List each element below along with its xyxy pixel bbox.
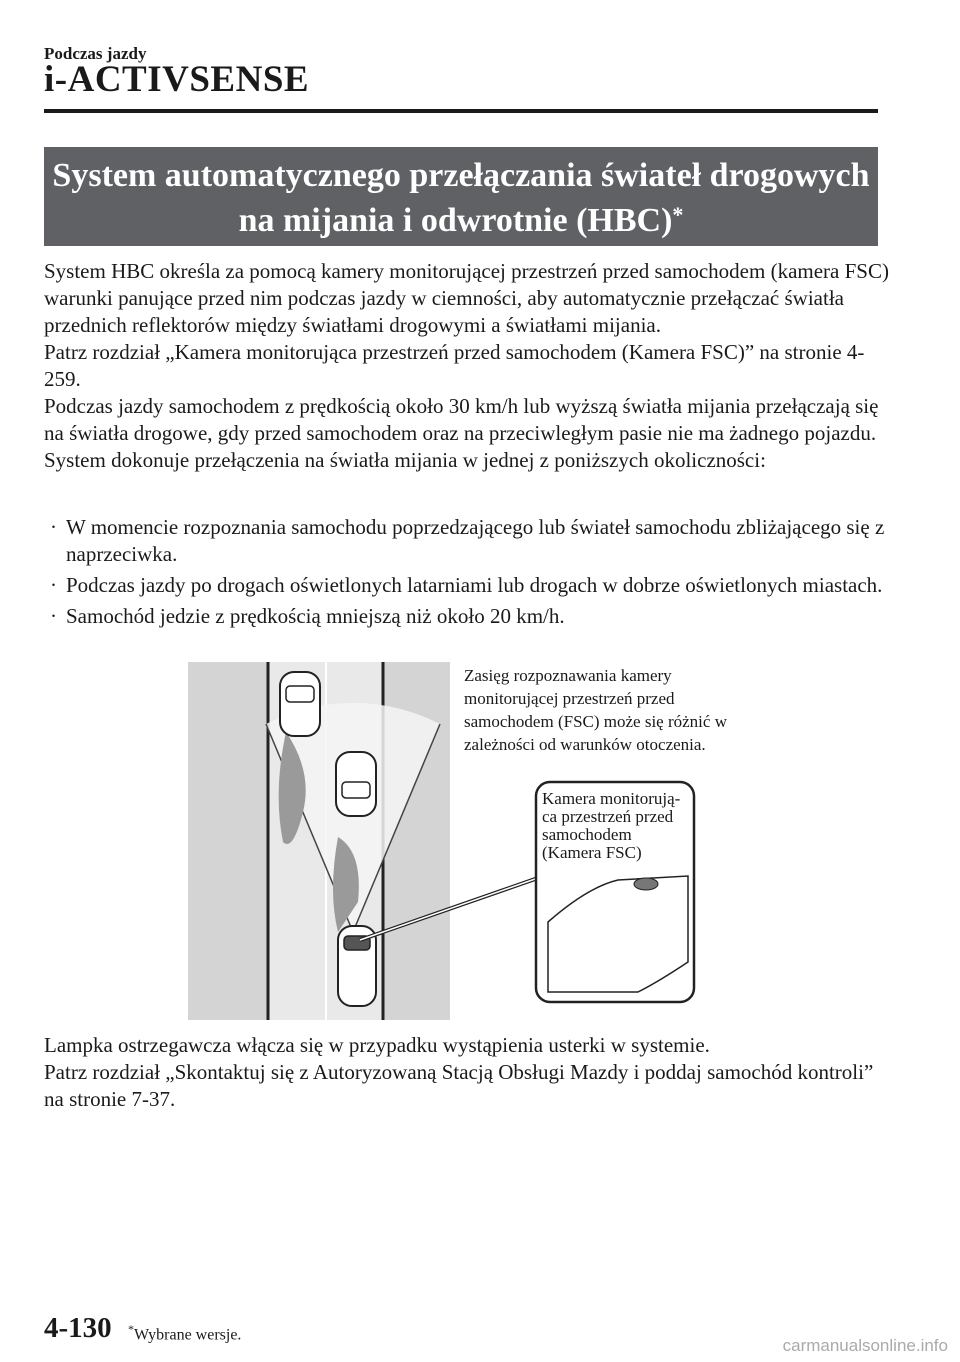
- intro-text: [44, 258, 894, 474]
- fsc-camera-icon: [634, 878, 658, 890]
- section-banner: [44, 147, 878, 246]
- banner-line-2: na mijania i odwrotnie (HBC)*: [238, 202, 684, 239]
- list-item: · Podczas jazdy po drogach oświetlonych latarniami lub drogach w dobrze oświetlonych miastach.: [50, 573, 883, 597]
- bullet-icon: ·: [50, 604, 57, 628]
- list-item: · Samochód jedzie z prędkością mniejszą niż około 20 km/h.: [50, 604, 565, 628]
- list-item: · W momencie rozpoznania samochodu poprzedzającego lub świateł samochodu zbliżającego się z naprzeciwka.: [50, 515, 885, 566]
- oncoming-car-icon: [280, 672, 320, 736]
- chapter-title: i-ACTIVSENSE: [44, 59, 310, 100]
- intro-paragraph: System dokonuje przełączenia na światła mijania w jednej z poniższych okoliczności:: [44, 448, 766, 472]
- bullet-icon: ·: [50, 515, 57, 539]
- condition-list: [44, 514, 894, 634]
- camera-label: Kamera monitorują- ca przestrzeń przed samochodem (Kamera FSC): [542, 789, 681, 862]
- footnote: *Wybrane wersje.: [128, 1322, 242, 1344]
- preceding-car-icon: [336, 752, 376, 816]
- closing-text: [44, 1032, 894, 1113]
- range-note: Zasięg rozpoznawania kamery monitorującej przestrzeń przed samochodem (FSC) może się różnić w zależności od warunków otoczenia.: [464, 666, 727, 754]
- header-rule: [44, 109, 878, 113]
- intro-paragraph: System HBC określa za pomocą kamery monitorującej przestrzeń przed samochodem (kamera FSC) warunki panujące przed nim podczas jazdy w ciemności, aby automatycznie przełączać światła przednich reflektorów między światłami drogowymi a światłami mijania.: [44, 259, 889, 337]
- watermark: carmanualsonline.info: [782, 1336, 948, 1355]
- asterisk-mark: *: [672, 202, 684, 227]
- page-number: 4-130: [44, 1312, 112, 1344]
- closing-paragraph: Lampka ostrzegawcza włącza się w przypadku wystąpienia usterki w systemie.: [44, 1033, 710, 1057]
- bullet-icon: ·: [50, 573, 57, 597]
- intro-paragraph: Podczas jazdy samochodem z prędkością około 30 km/h lub wyższą światła mijania przełączają się na światła drogowe, gdy przed samochodem oraz na przeciwległym pasie nie ma żadnego pojazdu.: [44, 394, 879, 445]
- section-label: Podczas jazdy: [44, 44, 147, 63]
- closing-paragraph: Patrz rozdział „Skontaktuj się z Autoryzowaną Stacją Obsługi Mazdy i poddaj samochód kontroli” na stronie 7-37.: [44, 1060, 874, 1111]
- banner-line-1: System automatycznego przełączania świateł drogowych: [52, 157, 870, 194]
- intro-paragraph: Patrz rozdział „Kamera monitorująca przestrzeń przed samochodem (Kamera FSC)” na stronie 4-259.: [44, 340, 865, 391]
